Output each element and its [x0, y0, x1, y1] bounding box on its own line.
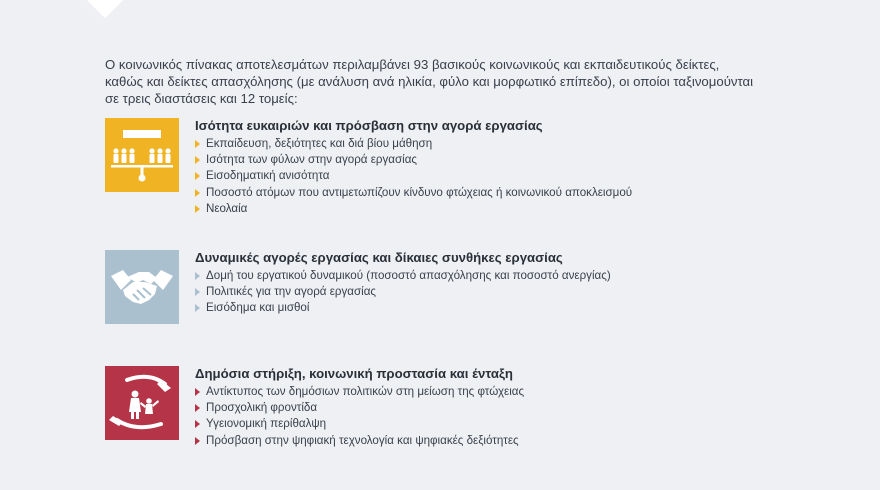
bullet-arrow-icon [195, 172, 200, 180]
bullet-arrow-icon [195, 288, 200, 296]
bullet-arrow-icon [195, 404, 200, 412]
bullet-arrow-icon [195, 189, 200, 197]
indicator-list [195, 136, 795, 217]
section-title: Ισότητα ευκαιριών και πρόσβαση στην αγορά εργασίας [195, 118, 543, 133]
list-item: Προσχολική φροντίδα [195, 400, 795, 416]
list-item: Εισοδηματική ανισότητα [195, 168, 795, 184]
header-notch [84, 0, 126, 18]
section-title: Δυναμικές αγορές εργασίας και δίκαιες συνθήκες εργασίας [195, 250, 563, 265]
bullet-arrow-icon [195, 156, 200, 164]
list-item: Πολιτικές για την αγορά εργασίας [195, 284, 795, 300]
indicator-list [195, 384, 795, 449]
bullet-arrow-icon [195, 304, 200, 312]
list-item: Εκπαίδευση, δεξιότητες και διά βίου μάθηση [195, 136, 795, 152]
handshake-icon [105, 250, 179, 324]
bullet-arrow-icon [195, 140, 200, 148]
list-item: Ποσοστό ατόμων που αντιμετωπίζουν κίνδυνο φτώχειας ή κοινωνικού αποκλεισμού [195, 185, 795, 201]
list-item: Νεολαία [195, 201, 795, 217]
bullet-arrow-icon [195, 205, 200, 213]
bullet-arrow-icon [195, 437, 200, 445]
equal-opportunity-people-icon [105, 118, 179, 192]
intro-paragraph: Ο κοινωνικός πίνακας αποτελεσμάτων περιλαμβάνει 93 βασικούς κοινωνικούς και εκπαιδευτικούς δείκτες, καθώς και δείκτες απασχόλησης (με ανάλυση ανά ηλικία, φύλο και μορφωτικό επίπεδο), οι οποίοι ταξινομούνται σε τρεις διαστάσεις και 12 τομείς: [105, 57, 754, 106]
list-item: Αντίκτυπος των δημόσιων πολιτικών στη μείωση της φτώχειας [195, 384, 795, 400]
protective-hands-family-icon [105, 366, 179, 440]
list-item: Πρόσβαση στην ψηφιακή τεχνολογία και ψηφιακές δεξιότητες [195, 433, 795, 449]
bullet-arrow-icon [195, 388, 200, 396]
list-item: Δομή του εργατικού δυναμικού (ποσοστό απασχόλησης και ποσοστό ανεργίας) [195, 268, 795, 284]
bullet-arrow-icon [195, 420, 200, 428]
bullet-arrow-icon [195, 272, 200, 280]
list-item: Εισόδημα και μισθοί [195, 300, 795, 316]
list-item: Ισότητα των φύλων στην αγορά εργασίας [195, 152, 795, 168]
list-item: Υγειονομική περίθαλψη [195, 416, 795, 432]
indicator-list [195, 268, 795, 317]
section-title: Δημόσια στήριξη, κοινωνική προστασία και ένταξη [195, 366, 513, 381]
